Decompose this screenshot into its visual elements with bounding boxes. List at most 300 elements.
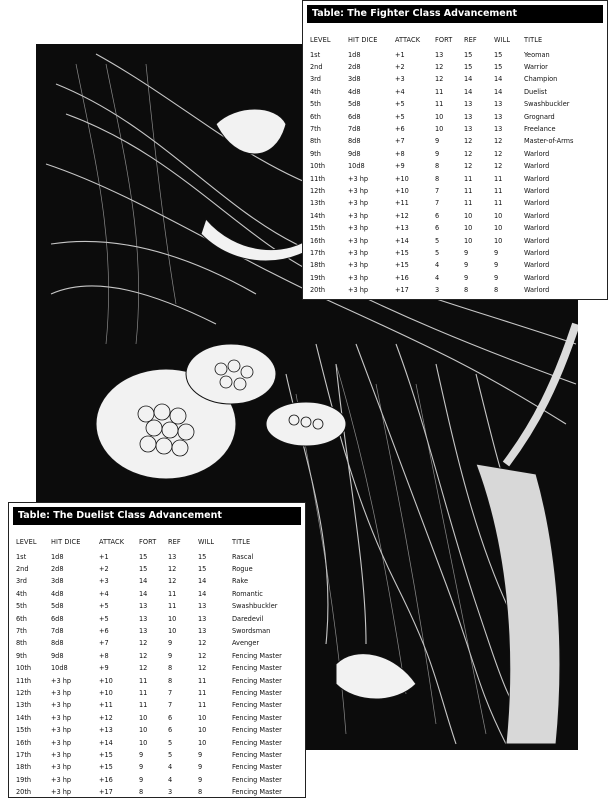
table-cell: 5 [168,737,173,747]
table-cell: 11 [198,700,207,710]
table-cell: 10 [168,626,177,636]
table-cell: Fencing Master [232,663,282,673]
table-cell: 4 [168,774,173,784]
table-cell: +6 [99,626,109,636]
table-cell: Warlord [524,161,550,171]
table-cell: +16 [99,774,113,784]
table-cell: 10 [168,613,177,623]
table-cell: 13 [139,601,148,611]
table-cell: 9 [464,272,469,282]
table-cell: 11 [435,86,444,96]
table-cell: 10 [198,725,207,735]
table-cell: +15 [395,260,409,270]
table-cell: 4 [435,272,440,282]
table-cell: 10th [16,663,32,673]
table-cell: Duelist [524,86,547,96]
table-row [310,259,594,271]
table-row [310,135,594,147]
table-cell: Warlord [524,285,550,295]
column-header: REF [168,536,181,546]
table-cell: 11th [310,173,326,183]
table-cell: Daredevil [232,613,264,623]
table-cell: 13th [16,700,32,710]
table-cell: 5 [435,247,440,257]
table-cell: 2nd [16,564,29,574]
table-row [310,209,594,221]
table-cell: +3 hp [348,185,369,195]
table-cell: 10th [310,161,326,171]
table-cell: 12 [464,161,473,171]
table-cell: +4 [395,86,405,96]
table-cell: 18th [310,260,326,270]
table-row [310,283,594,295]
table-cell: +3 hp [51,787,72,797]
table-cell: 10 [198,712,207,722]
table-cell: +11 [395,198,409,208]
fighter-advancement-panel [302,0,608,300]
column-header: WILL [494,34,511,44]
table-cell: 9 [198,749,203,759]
table-cell: 12 [168,576,177,586]
table-cell: Swordsman [232,626,271,636]
table-cell: 13 [494,111,503,121]
table-cell: Fencing Master [232,687,282,697]
table-cell: 17th [310,247,326,257]
table-cell: 4th [16,588,27,598]
table-cell: Avenger [232,638,260,648]
table-cell: 9th [310,148,321,158]
table-cell: 14 [198,576,207,586]
table-cell: Rake [232,576,249,586]
table-row [310,122,594,134]
table-row [310,184,594,196]
table-cell: 10 [139,725,148,735]
table-cell: 8 [168,675,173,685]
table-cell: 7 [435,185,440,195]
table-cell: +8 [395,148,405,158]
table-cell: 9d8 [348,148,361,158]
table-cell: 15 [494,49,503,59]
table-row [310,147,594,159]
table-cell: Romantic [232,588,263,598]
table-cell: 6 [435,210,440,220]
table-cell: 11 [198,675,207,685]
table-cell: 10 [435,124,444,134]
table-cell: 1d8 [51,551,64,561]
table-cell: +3 hp [51,774,72,784]
table-cell: 9th [16,650,27,660]
table-row [16,662,304,674]
table-row [310,234,594,246]
table-cell: +3 hp [348,285,369,295]
table-cell: 9 [494,260,499,270]
table-cell: 15 [464,49,473,59]
table-cell: Fencing Master [232,650,282,660]
table-cell: 15 [464,62,473,72]
table-cell: +17 [395,285,409,295]
table-cell: +5 [99,601,109,611]
table-cell: 10 [464,210,473,220]
table-cell: 3 [435,285,440,295]
table-cell: 11 [464,185,473,195]
column-header: HIT DICE [51,536,81,546]
table-cell: 8 [168,663,173,673]
table-cell: Fencing Master [232,774,282,784]
table-row [16,649,304,661]
column-header: TITLE [524,34,543,44]
table-cell: 14th [310,210,326,220]
table-cell: 7d8 [348,124,361,134]
table-cell: +3 hp [348,247,369,257]
table-cell: Warlord [524,185,550,195]
table-cell: Warlord [524,210,550,220]
table-cell: 19th [16,774,32,784]
table-cell: +1 [99,551,109,561]
table-cell: Fencing Master [232,787,282,797]
table-cell: 19th [310,272,326,282]
table-cell: +15 [395,247,409,257]
table-cell: 12 [435,74,444,84]
table-cell: +3 hp [51,737,72,747]
table-cell: +5 [99,613,109,623]
table-cell: +10 [395,173,409,183]
table-cell: 8 [139,787,144,797]
table-cell: 13 [494,99,503,109]
table-cell: 8 [435,173,440,183]
table-row [16,736,304,748]
table-cell: Fencing Master [232,762,282,772]
column-header: TITLE [232,536,251,546]
table-cell: 13 [435,49,444,59]
table-row [310,73,594,85]
table-cell: 16th [310,235,326,245]
table-cell: 15 [494,62,503,72]
table-cell: 11 [139,675,148,685]
table-cell: Rogue [232,564,253,574]
table-cell: Fencing Master [232,700,282,710]
table-cell: 10 [198,737,207,747]
table-cell: 11 [198,687,207,697]
table-cell: 3 [168,787,173,797]
table-cell: +6 [395,124,405,134]
table-cell: Warlord [524,272,550,282]
table-row [16,550,304,562]
table-cell: Warlord [524,173,550,183]
table-cell: 10 [464,223,473,233]
table-cell: 13 [198,626,207,636]
table-cell: 10 [139,737,148,747]
table-cell: 11 [139,687,148,697]
table-cell: 11 [139,700,148,710]
table-cell: 1d8 [348,49,361,59]
table-cell: Warrior [524,62,548,72]
table-cell: 10 [494,210,503,220]
table-cell: 11 [168,588,177,598]
table-cell: +5 [395,111,405,121]
table-row [310,160,594,172]
table-cell: +3 [395,74,405,84]
table-cell: Champion [524,74,558,84]
table-cell: Warlord [524,148,550,158]
table-cell: 5d8 [51,601,64,611]
table-cell: 20th [16,787,32,797]
table-cell: +3 [99,576,109,586]
table-row [16,686,304,698]
table-cell: 4 [435,260,440,270]
table-cell: 15 [198,564,207,574]
table-cell: +15 [99,762,113,772]
table-cell: 10 [494,223,503,233]
table-cell: 14 [494,86,503,96]
table-cell: 10d8 [51,663,68,673]
table-row [16,562,304,574]
table-cell: Fencing Master [232,737,282,747]
table-cell: 14 [494,74,503,84]
table-cell: 4th [310,86,321,96]
table-cell: +12 [99,712,113,722]
table-cell: 3d8 [348,74,361,84]
table-cell: 14 [198,588,207,598]
table-cell: 7th [310,124,321,134]
table-row [16,587,304,599]
table-cell: 2d8 [51,564,64,574]
table-cell: 7d8 [51,626,64,636]
table-row [310,172,594,184]
table-cell: 13 [198,613,207,623]
table-cell: 12 [168,564,177,574]
table-cell: 8 [464,285,469,295]
table-cell: +3 hp [348,223,369,233]
table-cell: Grognard [524,111,555,121]
table-cell: 12 [494,161,503,171]
table-cell: 13 [168,551,177,561]
table-row [310,48,594,60]
table-cell: 9 [168,650,173,660]
table-cell: 12 [435,62,444,72]
table-cell: 9 [139,762,144,772]
table-cell: 9 [139,749,144,759]
table-row [310,85,594,97]
table-cell: 20th [310,285,326,295]
table-cell: 2nd [310,62,323,72]
table-cell: +4 [99,588,109,598]
table-cell: 12th [16,687,32,697]
table-cell: 12 [198,663,207,673]
table-cell: 6 [168,712,173,722]
table-cell: 13th [310,198,326,208]
table-cell: 4d8 [51,588,64,598]
table-cell: +3 hp [348,198,369,208]
table-cell: 3rd [310,74,321,84]
table-cell: 10 [494,235,503,245]
table-cell: +3 hp [348,173,369,183]
table-cell: 9 [168,638,173,648]
table-row [16,773,304,785]
table-cell: 11 [435,99,444,109]
table-cell: +3 hp [51,762,72,772]
table-cell: +3 hp [51,712,72,722]
duelist-advancement-panel [8,502,306,798]
table-cell: +3 hp [51,700,72,710]
table-row [16,612,304,624]
table-cell: +14 [99,737,113,747]
table-cell: Swashbuckler [232,601,278,611]
table-row [16,637,304,649]
table-cell: Master-of-Arms [524,136,574,146]
table-cell: +3 hp [348,210,369,220]
table-header-row [16,535,304,550]
table-cell: 5th [16,601,27,611]
table-cell: 15 [198,551,207,561]
table-row [310,271,594,283]
column-header: ATTACK [99,536,125,546]
table-cell: 6th [16,613,27,623]
table-cell: +16 [395,272,409,282]
table-cell: 6d8 [348,111,361,121]
table-cell: 12 [494,148,503,158]
table-cell: +3 hp [348,260,369,270]
table-cell: 9 [494,272,499,282]
table-cell: 15 [139,564,148,574]
table-cell: 8 [494,285,499,295]
table-cell: Warlord [524,247,550,257]
table-cell: 10d8 [348,161,365,171]
table-cell: 11 [494,173,503,183]
table-cell: +3 hp [51,749,72,759]
column-header: LEVEL [16,536,37,546]
table-cell: 4d8 [348,86,361,96]
table-cell: 18th [16,762,32,772]
table-cell: +3 hp [51,675,72,685]
table-cell: 13 [139,626,148,636]
table-cell: 6th [310,111,321,121]
table-cell: 15th [310,223,326,233]
table-cell: +13 [99,725,113,735]
table-cell: 13 [198,601,207,611]
table-cell: 5 [435,235,440,245]
table-cell: +15 [99,749,113,759]
table-row [16,748,304,760]
table-cell: 12 [464,136,473,146]
table-cell: 7th [16,626,27,636]
table-cell: 9 [139,774,144,784]
table-cell: 8d8 [51,638,64,648]
table-cell: 8 [198,787,203,797]
table-row [16,711,304,723]
table-cell: Warlord [524,198,550,208]
table-cell: +14 [395,235,409,245]
table-cell: Yeoman [524,49,550,59]
table-cell: 6 [168,725,173,735]
table-cell: 12 [464,148,473,158]
table-row [16,785,304,797]
table-cell: 8th [310,136,321,146]
table-cell: 10 [464,235,473,245]
table-cell: Rascal [232,551,254,561]
table-cell: +10 [99,687,113,697]
table-cell: 13 [464,111,473,121]
table-row [310,197,594,209]
table-cell: 9 [494,247,499,257]
column-header: LEVEL [310,34,331,44]
table-row [310,60,594,72]
column-header: WILL [198,536,215,546]
fighter-advancement-table [310,33,594,296]
table-cell: Fencing Master [232,675,282,685]
table-cell: 15 [139,551,148,561]
table-cell: 5th [310,99,321,109]
table-cell: Freelance [524,124,556,134]
table-cell: Swashbuckler [524,99,570,109]
column-header: HIT DICE [348,34,378,44]
table-cell: +3 hp [348,272,369,282]
column-header: FORT [139,536,157,546]
table-cell: 11 [494,198,503,208]
table-cell: 12 [139,650,148,660]
table-cell: +7 [395,136,405,146]
table-cell: 12 [139,638,148,648]
table-cell: 9d8 [51,650,64,660]
table-cell: 1st [310,49,321,59]
table-cell: 6d8 [51,613,64,623]
table-cell: +1 [395,49,405,59]
table-cell: +3 hp [51,725,72,735]
table-cell: +3 hp [348,235,369,245]
table-cell: 16th [16,737,32,747]
table-cell: Fencing Master [232,749,282,759]
table-row [310,98,594,110]
table-cell: +9 [395,161,405,171]
table-cell: 12 [198,638,207,648]
table-cell: +17 [99,787,113,797]
table-row [310,221,594,233]
table-cell: 6 [435,223,440,233]
table-cell: 9 [198,774,203,784]
table-cell: Fencing Master [232,725,282,735]
table-cell: 12th [310,185,326,195]
table-cell: 13 [464,124,473,134]
fighter-table-title: Table: The Fighter Class Advancement [307,5,603,23]
table-cell: 9 [464,247,469,257]
table-cell: 7 [435,198,440,208]
column-header: REF [464,34,477,44]
duelist-advancement-table [16,535,304,798]
table-cell: 14 [464,74,473,84]
table-cell: 9 [198,762,203,772]
column-header: FORT [435,34,453,44]
table-cell: 4 [168,762,173,772]
table-cell: +12 [395,210,409,220]
table-cell: Warlord [524,223,550,233]
table-cell: 11 [168,601,177,611]
table-cell: 11 [494,185,503,195]
table-cell: 10 [139,712,148,722]
table-cell: 11 [464,198,473,208]
table-cell: 14 [139,588,148,598]
table-row [16,761,304,773]
table-cell: +11 [99,700,113,710]
table-row [16,575,304,587]
table-cell: 5d8 [348,99,361,109]
table-cell: 14 [464,86,473,96]
table-cell: 14 [139,576,148,586]
column-header: ATTACK [395,34,421,44]
table-cell: +2 [395,62,405,72]
table-cell: 11 [464,173,473,183]
table-cell: 8 [435,161,440,171]
table-cell: 5 [168,749,173,759]
table-row [16,674,304,686]
